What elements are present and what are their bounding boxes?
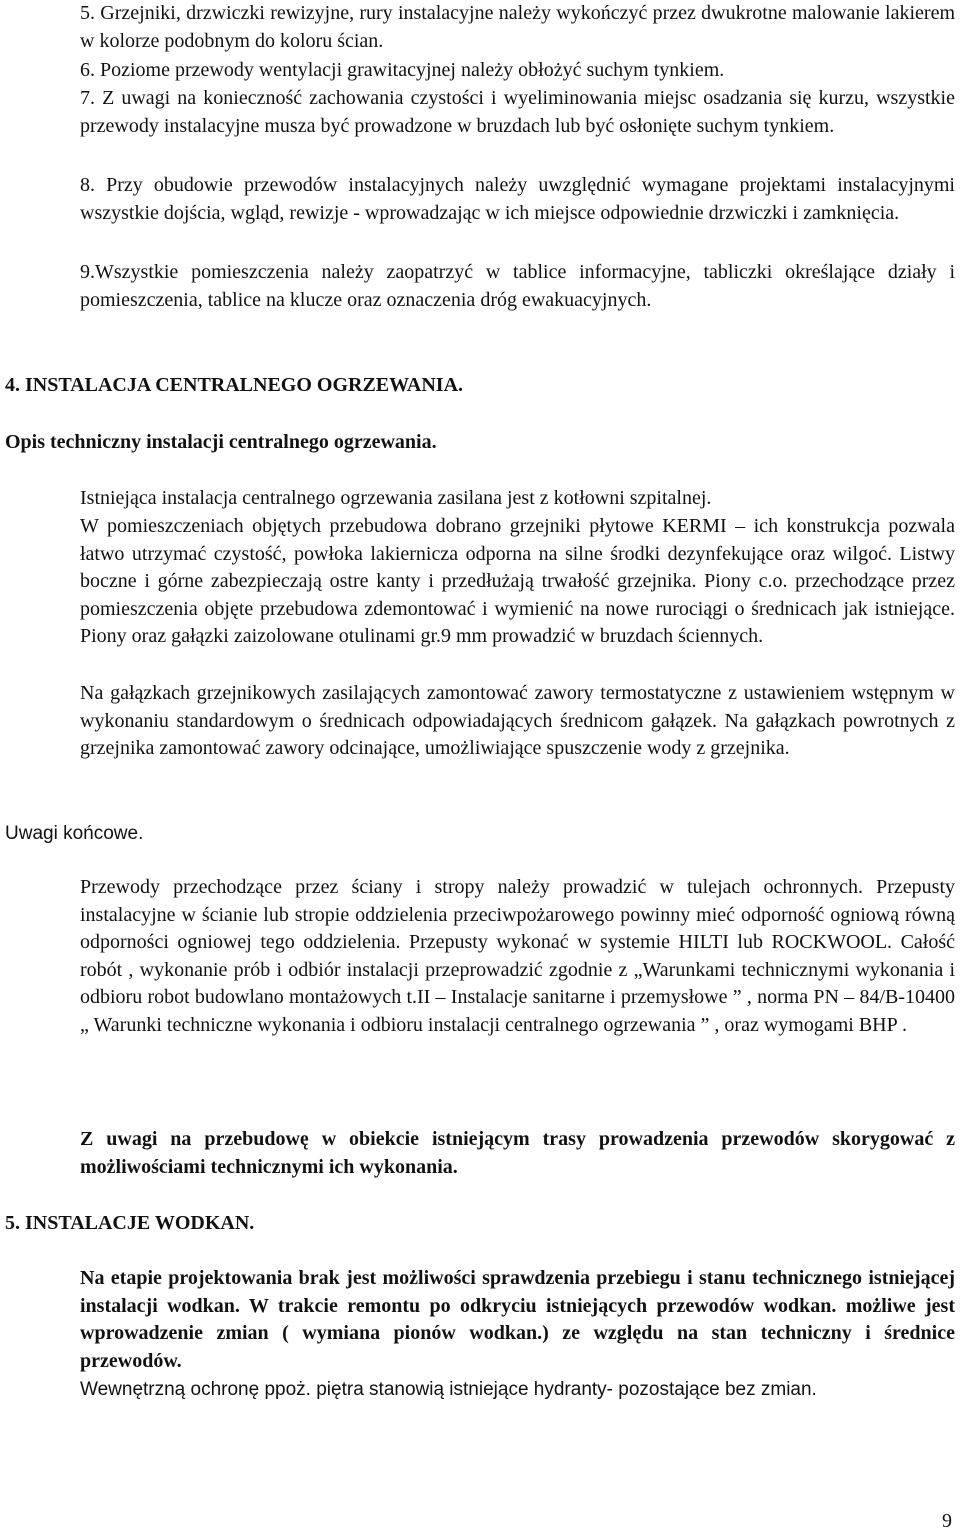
- list-item-8: 8. Przy obudowie przewodów instalacyjnych należy uwzględnić wymagane projektami instalacyjnymi wszystkie dojścia, wgląd, rewizje - wprowadzając w ich miejsce odpowiednie drzwiczki i zamknięcia.: [80, 174, 955, 224]
- section-heading-5: 5. INSTALACJE WODKAN.: [5, 1212, 255, 1234]
- final-remarks-paragraph: Przewody przechodzące przez ściany i stropy należy prowadzić w tulejach ochronnych. Przepusty instalacyjne w ścianie lub stropie oddzielenia przeciwpożarowego powinny mieć odporność ogniową równą odporności ogniowej tego oddzielenia. Przepusty wykonać w systemie HILTI lub ROCKWOOL. Całość robót , wykonanie prób i odbiór instalacji przeprowadzić zgodnie z „Warunkami technicznymi wykonania i odbioru robot budowlano montażowych t.II – Instalacje sanitarne i przemysłowe ” , norma PN – 84/B-10400 „ Warunki techniczne wykonania i odbioru instalacji centralnego ogrzewania ” , oraz wymogami BHP .: [80, 876, 955, 1036]
- final-remarks-heading: Uwagi końcowe.: [5, 823, 144, 844]
- list-item-9: 9.Wszystkie pomieszczenia należy zaopatrzyć w tablice informacyjne, tabliczki określające działy i pomieszczenia, tablice na klucze oraz oznaczenia dróg ewakuacyjnych.: [80, 261, 955, 311]
- section-subheading-4: Opis techniczny instalacji centralnego ogrzewania.: [5, 431, 437, 453]
- section-heading-4: 4. INSTALACJA CENTRALNEGO OGRZEWANIA.: [5, 374, 464, 396]
- page-number: 9: [942, 1510, 952, 1532]
- wodkan-paragraph: Na etapie projektowania brak jest możliwości sprawdzenia przebiegu i stanu technicznego istniejącej instalacji wodkan. W trakcie remontu po odkryciu istniejących przewodów wodkan. możliwe jest wprowadzenie zmian ( wymiana pionów wodkan.) ze względu na stan techniczny i średnice przewodów.: [80, 1267, 955, 1372]
- list-item-6: 6. Poziome przewody wentylacji grawitacyjnej należy obłożyć suchym tynkiem.: [80, 59, 725, 81]
- rebuild-note: Z uwagi na przebudowę w obiekcie istniejącym trasy prowadzenia przewodów skorygować z możliwościami technicznymi ich wykonania.: [80, 1128, 955, 1178]
- co-paragraph-1: Istniejąca instalacja centralnego ogrzewania zasilana jest z kotłowni szpitalnej.: [80, 487, 712, 509]
- co-paragraph-3: Na gałązkach grzejnikowych zasilających zamontować zawory termostatyczne z ustawieniem wstępnym w wykonaniu standardowym o średnicach odpowiadających średnicom gałązek. Na gałązkach powrotnych z grzejnika zamontować zawory odcinające, umożliwiające spuszczenie wody z grzejnika.: [80, 682, 955, 759]
- list-item-5: 5. Grzejniki, drzwiczki rewizyjne, rury instalacyjne należy wykończyć przez dwukrotne malowanie lakierem w kolorze podobnym do koloru ścian.: [80, 2, 955, 52]
- fire-protection-note: Wewnętrzną ochronę ppoż. piętra stanowią istniejące hydranty- pozostające bez zmian.: [80, 1379, 817, 1400]
- co-paragraph-2: W pomieszczeniach objętych przebudowa dobrano grzejniki płytowe KERMI – ich konstrukcja pozwala łatwo utrzymać czystość, powłoka lakiernicza odporna na silne środki dezynfekujące oraz wilgoć. Listwy boczne i górne zabezpieczają ostre kanty i przedłużają trwałość grzejnika. Piony c.o. przechodzące przez pomieszczenia objęte przebudowa zdemontować i wymienić na nowe rurociągi o średnicach jak istniejące. Piony oraz gałązki zaizolowane otulinami gr.9 mm prowadzić w bruzdach ściennych.: [80, 515, 955, 647]
- list-item-7: 7. Z uwagi na konieczność zachowania czystości i wyeliminowania miejsc osadzania się kurzu, wszystkie przewody instalacyjne musza być prowadzone w bruzdach lub być osłonięte suchym tynkiem.: [80, 87, 955, 137]
